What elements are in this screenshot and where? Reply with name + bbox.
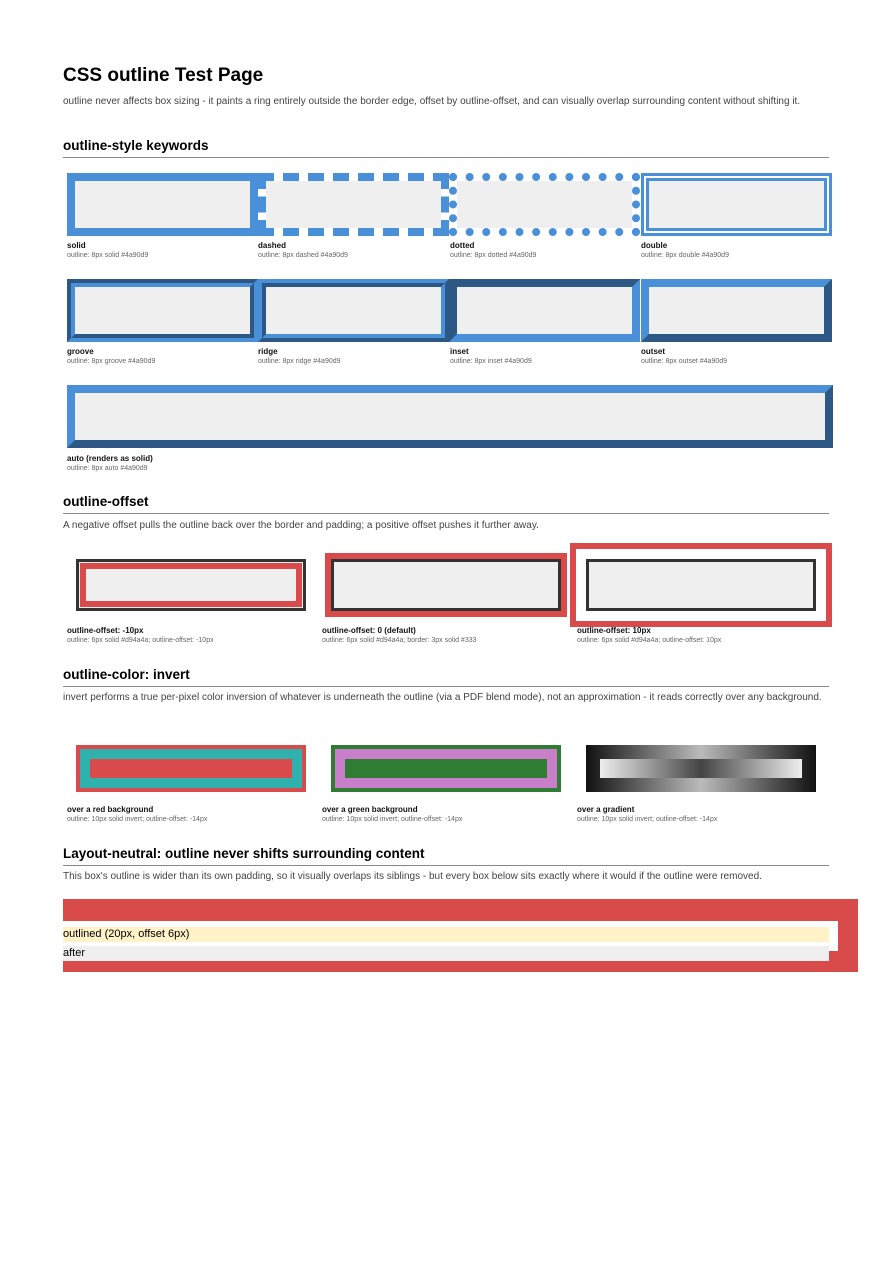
caption-dashed: dashed outline: 8px dashed #4a90d9 — [258, 241, 348, 259]
section-heading-offset: outline-offset — [63, 494, 829, 514]
caption-invert-red: over a red background outline: 10px solid invert; outline-offset: -14px — [67, 805, 208, 823]
section-desc-offset: A negative offset pulls the outline back over the border and padding; a positive offset pushes it further away. — [63, 520, 539, 531]
offset-box-negative — [76, 559, 306, 611]
demo-box-auto — [75, 393, 825, 440]
caption-invert-green: over a green background outline: 10px solid invert; outline-offset: -14px — [322, 805, 463, 823]
caption-ridge: ridge outline: 8px ridge #4a90d9 — [258, 347, 341, 365]
offset-box-zero — [331, 559, 561, 611]
caption-inset: inset outline: 8px inset #4a90d9 — [450, 347, 532, 365]
caption-groove: groove outline: 8px groove #4a90d9 — [67, 347, 156, 365]
demo-box-ridge — [266, 287, 441, 334]
demo-box-dotted — [457, 181, 632, 228]
invert-box-red — [76, 745, 306, 792]
caption-invert-gradient: over a gradient outline: 10px solid invert; outline-offset: -14px — [577, 805, 718, 823]
caption-offset-positive: outline-offset: 10px outline: 6px solid #d94a4a; outline-offset: 10px — [577, 626, 722, 644]
demo-box-inset — [457, 287, 632, 334]
demo-box-groove — [75, 287, 250, 334]
section-heading-layout: Layout-neutral: outline never shifts surrounding content — [63, 846, 829, 866]
page-intro: outline never affects box sizing - it paints a ring entirely outside the border edge, offset by outline-offset, and can visually overlap surrounding content without shifting it. — [63, 96, 801, 107]
caption-outset: outset outline: 8px outset #4a90d9 — [641, 347, 728, 365]
outlined-box: outlined (20px, offset 6px) — [63, 927, 829, 942]
section-heading-invert: outline-color: invert — [63, 667, 829, 687]
demo-box-double — [649, 181, 824, 228]
demo-box-dashed — [266, 181, 441, 228]
caption-offset-negative: outline-offset: -10px outline: 6px solid #d94a4a; outline-offset: -10px — [67, 626, 214, 644]
section-desc-invert: invert performs a true per-pixel color inversion of whatever is underneath the outline (via a PDF blend mode), not an approximation - it reads correctly over any background. — [63, 692, 822, 703]
invert-box-green — [331, 745, 561, 792]
invert-box-gradient — [586, 745, 816, 792]
caption-offset-zero: outline-offset: 0 (default) outline: 6px solid #d94a4a; border: 3px solid #333 — [322, 626, 477, 644]
caption-solid: solid outline: 8px solid #4a90d9 — [67, 241, 149, 259]
demo-box-solid — [75, 181, 250, 228]
section-heading-styles: outline-style keywords — [63, 138, 829, 158]
caption-auto: auto (renders as solid) outline: 8px auto #4a90d9 — [67, 454, 153, 472]
page-title: CSS outline Test Page — [63, 65, 264, 86]
caption-dotted: dotted outline: 8px dotted #4a90d9 — [450, 241, 537, 259]
demo-box-outset — [649, 287, 824, 334]
invert-gradient-ring — [590, 749, 812, 788]
section-desc-layout: This box's outline is wider than its own padding, so it visually overlaps its siblings - but every box below sits exactly where it would if the outline were removed. — [63, 871, 762, 882]
after-box: after — [63, 946, 829, 961]
page — [63, 64, 829, 959]
offset-box-positive — [586, 559, 816, 611]
caption-double: double outline: 8px double #4a90d9 — [641, 241, 729, 259]
